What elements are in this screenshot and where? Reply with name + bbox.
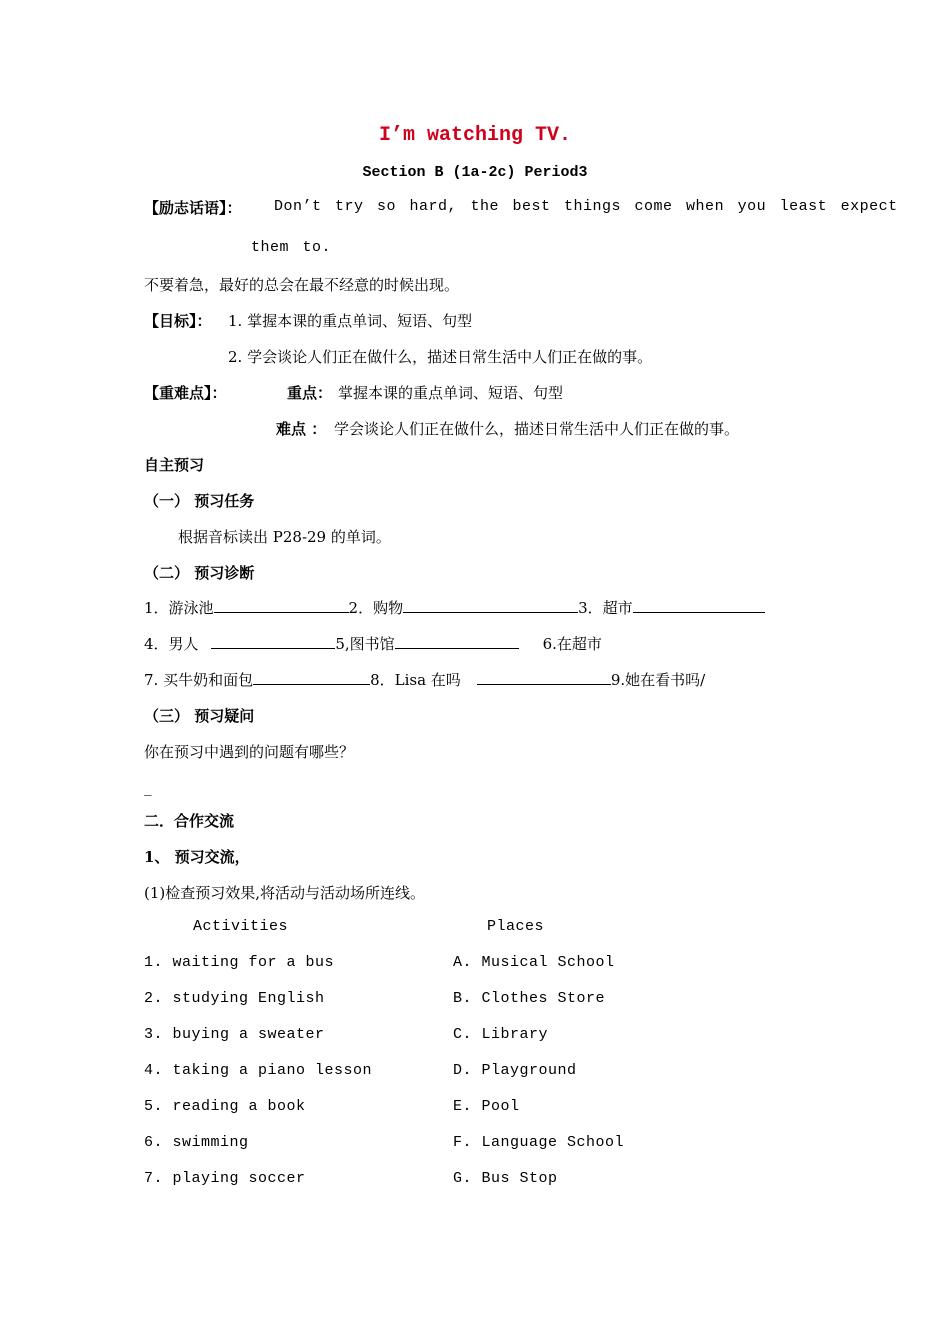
question-8-text: 8．Lisa 在吗: [370, 671, 461, 689]
preview-task-heading: （一） 预习任务: [144, 492, 255, 510]
place-item: D. Playground: [453, 1062, 577, 1079]
section-subtitle: Section B (1a-2c) Period3: [362, 164, 588, 181]
answer-blank-4[interactable]: [211, 634, 335, 649]
activities-header: Activities: [193, 918, 289, 935]
place-item: G. Bus Stop: [453, 1170, 558, 1187]
activity-item: 2. studying English: [144, 990, 325, 1007]
question-row-3: [144, 669, 705, 690]
self-study-heading: 自主预习: [144, 456, 205, 474]
answer-blank-2[interactable]: [403, 598, 578, 613]
question-1: [144, 597, 765, 618]
place-item: F. Language School: [453, 1134, 625, 1151]
goal-item-2: 2. 学会谈论人们正在做什么，描述日常生活中人们正在做的事。: [228, 348, 653, 366]
preview-diagnosis-heading: （二） 预习诊断: [144, 564, 255, 582]
activity-item: 5. reading a book: [144, 1098, 306, 1115]
key-points-label: 【重难点】：: [144, 384, 227, 402]
question-7-text: 7. 买牛奶和面包: [144, 671, 254, 689]
difficulty-label: 难点 ：: [276, 420, 327, 438]
motto-english-line2: them to.: [251, 239, 332, 256]
motto-label: 【励志话语】：: [144, 199, 242, 217]
difficulty-text: 学会谈论人们正在做什么，描述日常生活中人们正在做的事。: [334, 420, 740, 438]
activity-item: 7. playing soccer: [144, 1170, 306, 1187]
question-6-text: 6.在超市: [542, 635, 602, 653]
activity-item: 3. buying a sweater: [144, 1026, 325, 1043]
answer-blank-7[interactable]: [253, 670, 370, 685]
question-5-text: 5,图书馆: [335, 635, 395, 653]
question-3-text: 3．超市: [578, 599, 633, 617]
question-row-2: [144, 633, 602, 654]
preview-exchange-heading: 1、 预习交流，: [144, 848, 250, 866]
answer-blank-8[interactable]: [477, 670, 611, 685]
preview-questions-text: 你在预习中遇到的问题有哪些？: [144, 743, 355, 761]
cooperation-heading: 二．合作交流: [144, 812, 235, 830]
matching-instruction: (1)检查预习效果,将活动与活动场所连线。: [144, 884, 426, 902]
focus-label: 重点：: [287, 384, 333, 402]
goals-label: 【目标】：: [144, 312, 212, 330]
answer-blank-1[interactable]: [214, 598, 349, 613]
goal-item-1: 1. 掌握本课的重点单词、短语、句型: [228, 312, 473, 330]
page-title: I’m watching TV.: [378, 124, 572, 147]
activity-item: 6. swimming: [144, 1134, 249, 1151]
questions-answer-line[interactable]: _: [144, 778, 152, 796]
answer-blank-3[interactable]: [633, 598, 765, 613]
activity-item: 4. taking a piano lesson: [144, 1062, 373, 1079]
activity-item: 1. waiting for a bus: [144, 954, 335, 971]
places-header: Places: [487, 918, 545, 935]
place-item: B. Clothes Store: [453, 990, 606, 1007]
place-item: E. Pool: [453, 1098, 520, 1115]
place-item: A. Musical School: [453, 954, 615, 971]
preview-questions-heading: （三） 预习疑问: [144, 707, 255, 725]
focus-text: 掌握本课的重点单词、短语、句型: [338, 384, 564, 402]
question-2-text: 2．购物: [348, 599, 404, 617]
answer-blank-5[interactable]: [395, 634, 519, 649]
place-item: C. Library: [453, 1026, 549, 1043]
motto-chinese: 不要着急，最好的总会在最不经意的时候出现。: [144, 276, 460, 294]
question-1-text: 1．游泳池: [144, 599, 214, 617]
question-9-text: 9.她在看书吗/: [610, 671, 706, 689]
motto-english-line1: Don’t try so hard, the best things come when you least expect: [274, 198, 898, 215]
question-4-text: 4．男人: [144, 635, 204, 653]
preview-task-text: 根据音标读出 P28-29 的单词。: [178, 528, 391, 546]
